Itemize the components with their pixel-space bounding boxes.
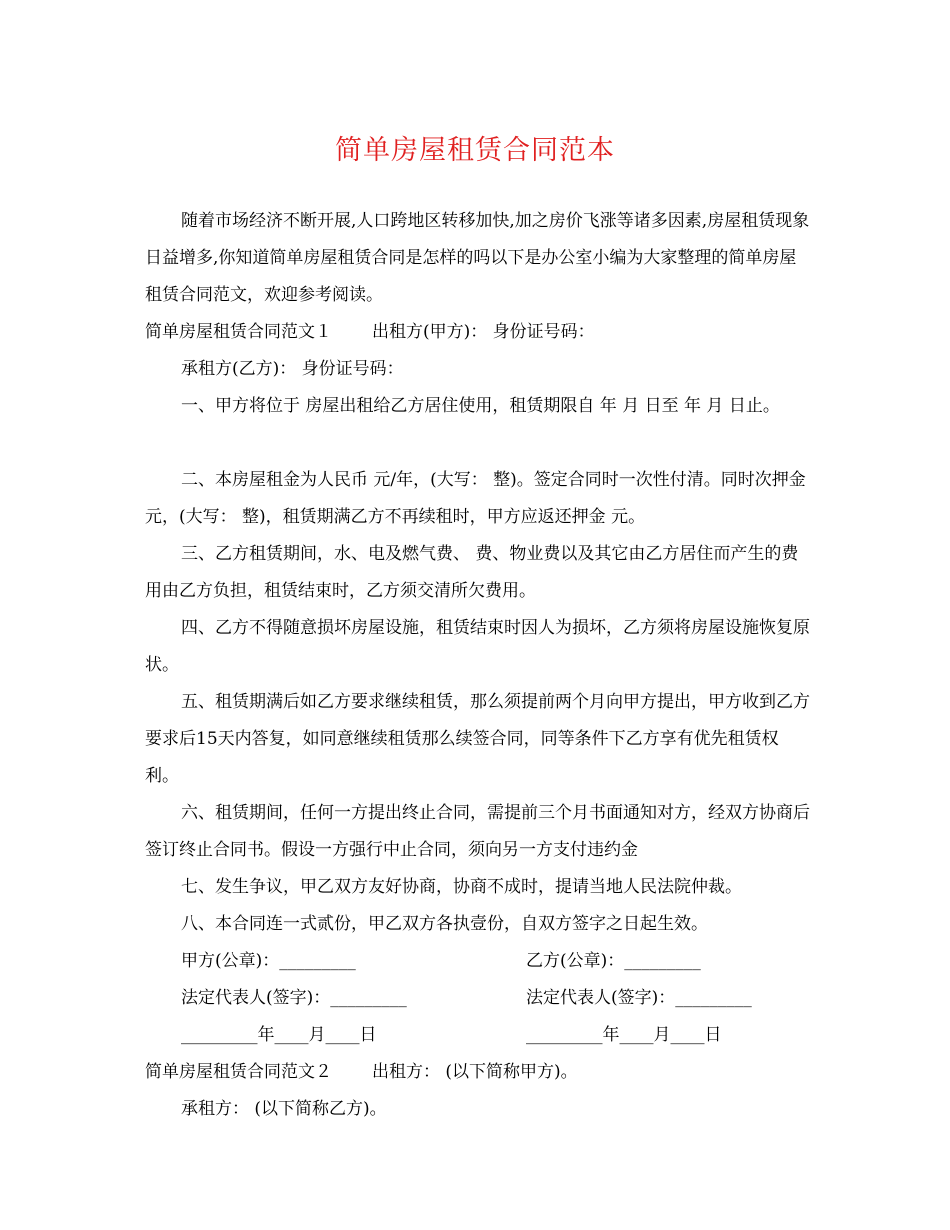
party-b-representative: 法定代表人(签字)：_________ <box>526 988 752 1008</box>
clause-4: 四、乙方不得随意损坏房屋设施，租赁结束时因人为损坏，乙方须将房屋设施恢复原状。 <box>145 618 810 675</box>
party-b-date: _________年____月____日 <box>526 1025 722 1045</box>
clause-1: 一、甲方将位于 房屋出租给乙方居住使用，租赁期限自 年 月 日至 年 月 日止。 <box>181 396 780 416</box>
sample1-lessee: 承租方(乙方)： 身份证号码： <box>181 359 404 379</box>
party-a-representative: 法定代表人(签字)：_________ <box>181 988 407 1008</box>
party-b-seal: 乙方(公章)：_________ <box>526 951 701 971</box>
party-a-seal: 甲方(公章)：_________ <box>181 951 356 971</box>
intro-paragraph: 随着市场经济不断开展,人口跨地区转移加快,加之房价飞涨等诸多因素,房屋租赁现象日益增多,你知道简单房屋租赁合同是怎样的吗以下是办公室小编为大家整理的简单房屋租赁合同范文，欢迎参考阅读。 <box>145 211 810 305</box>
clause-3: 三、乙方租赁期间，水、电及燃气费、 费、物业费以及其它由乙方居住而产生的费用由乙方负担，租赁结束时，乙方须交清所欠费用。 <box>145 544 799 601</box>
sample1-lessor: 出租方(甲方)： 身份证号码： <box>372 322 595 342</box>
party-a-date: _________年____月____日 <box>181 1025 377 1045</box>
sample2-header-line <box>145 1054 578 1091</box>
clause-7: 七、发生争议，甲乙双方友好协商，协商不成时，提请当地人民法院仲裁。 <box>181 877 742 897</box>
sample2-lessee: 承租方： (以下简称乙方)。 <box>181 1099 387 1119</box>
document-title: 简单房屋租赁合同范本 <box>335 135 615 166</box>
sample1-heading: 简单房屋租赁合同范文１ <box>145 322 332 342</box>
sample2-heading: 简单房屋租赁合同范文２ <box>145 1062 332 1082</box>
clause-5: 五、租赁期满后如乙方要求继续租赁，那么须提前两个月向甲方提出，甲方收到乙方要求后15天内答复，如同意继续租赁那么续签合同，同等条件下乙方享有优先租赁权利。 <box>145 692 810 786</box>
sample2-lessor: 出租方： (以下简称甲方)。 <box>372 1062 578 1082</box>
clause-8: 八、本合同连一式贰份，甲乙双方各执壹份，自双方签字之日起生效。 <box>181 914 708 934</box>
clause-2: 二、本房屋租金为人民币 元/年，(大写： 整)。签定合同时一次性付清。同时次押金 元，(大写： 整)，租赁期满乙方不再续租时，甲方应返还押金 元。 <box>145 470 806 527</box>
sample1-header-line <box>145 314 595 351</box>
clause-6: 六、租赁期间，任何一方提出终止合同，需提前三个月书面通知对方，经双方协商后签订终止合同书。假设一方强行中止合同，须向另一方支付违约金 <box>145 803 810 860</box>
